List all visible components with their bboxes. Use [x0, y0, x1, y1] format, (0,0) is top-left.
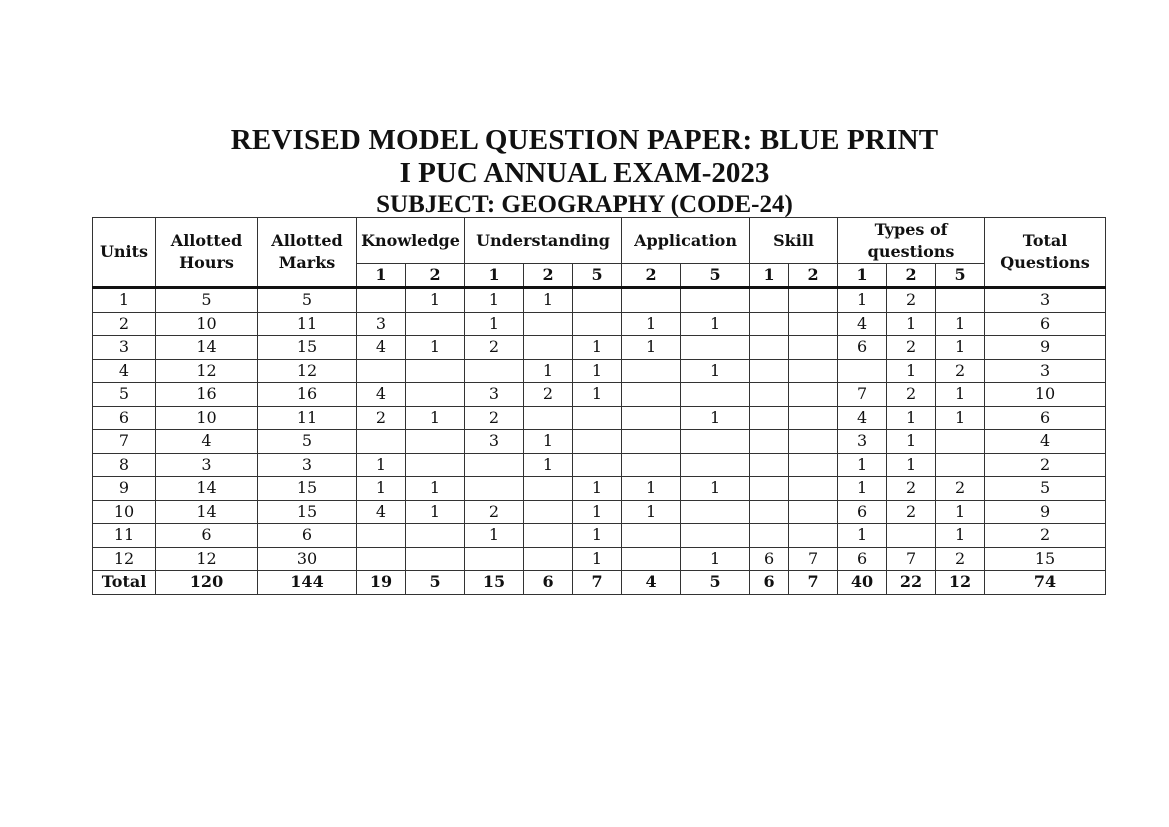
- cell-total-questions: 5: [985, 477, 1106, 501]
- cell-skill-2: [789, 524, 838, 548]
- header-understanding: Understanding: [465, 218, 622, 264]
- cell-total-questions: 2: [985, 453, 1106, 477]
- cell-types-5: [936, 288, 985, 313]
- cell-knowledge-2: [406, 430, 465, 454]
- cell-understanding-2: [524, 500, 573, 524]
- cell-understanding-5: [573, 453, 622, 477]
- cell-understanding-1: 2: [465, 336, 524, 360]
- cell-types-5: 2: [936, 359, 985, 383]
- cell-knowledge-1: 4: [357, 383, 406, 407]
- cell-allotted-hours: 3: [156, 453, 258, 477]
- cell-unit: 2: [93, 312, 156, 336]
- cell-types-2: 1: [887, 430, 936, 454]
- cell-types-1: 1: [838, 453, 887, 477]
- cell-understanding-1: 3: [465, 430, 524, 454]
- cell-types-5: 2: [936, 477, 985, 501]
- cell-application-5: 1: [681, 312, 750, 336]
- cell-allotted-hours: 14: [156, 477, 258, 501]
- cell-knowledge-2: [406, 359, 465, 383]
- cell-knowledge-1: 4: [357, 500, 406, 524]
- total-skill-1: 6: [750, 571, 789, 595]
- subheader-knowledge-2: 2: [406, 264, 465, 288]
- cell-understanding-1: 1: [465, 312, 524, 336]
- cell-knowledge-1: 3: [357, 312, 406, 336]
- table-row: [93, 500, 1106, 524]
- cell-skill-2: [789, 359, 838, 383]
- cell-allotted-hours: 5: [156, 288, 258, 313]
- cell-skill-2: [789, 430, 838, 454]
- cell-knowledge-2: [406, 524, 465, 548]
- cell-application-2: [622, 406, 681, 430]
- cell-knowledge-2: [406, 547, 465, 571]
- total-understanding-5: 7: [573, 571, 622, 595]
- cell-allotted-marks: 30: [258, 547, 357, 571]
- cell-types-1: 6: [838, 500, 887, 524]
- cell-allotted-hours: 10: [156, 406, 258, 430]
- cell-total-questions: 3: [985, 288, 1106, 313]
- cell-knowledge-2: 1: [406, 477, 465, 501]
- table-row: [93, 477, 1106, 501]
- cell-understanding-5: 1: [573, 477, 622, 501]
- cell-types-1: 4: [838, 406, 887, 430]
- cell-skill-1: [750, 406, 789, 430]
- cell-unit: 6: [93, 406, 156, 430]
- total-allotted-marks: 144: [258, 571, 357, 595]
- cell-knowledge-1: 4: [357, 336, 406, 360]
- cell-types-1: 1: [838, 477, 887, 501]
- cell-understanding-1: 1: [465, 524, 524, 548]
- blueprint-table: [92, 217, 1106, 595]
- total-understanding-2: 6: [524, 571, 573, 595]
- cell-unit: 7: [93, 430, 156, 454]
- document-title: REVISED MODEL QUESTION PAPER: BLUE PRINT: [230, 124, 939, 156]
- cell-skill-1: [750, 383, 789, 407]
- cell-allotted-marks: 15: [258, 500, 357, 524]
- cell-types-2: 7: [887, 547, 936, 571]
- total-allotted-hours: 120: [156, 571, 258, 595]
- table-row: [93, 453, 1106, 477]
- cell-unit: 4: [93, 359, 156, 383]
- cell-allotted-marks: 3: [258, 453, 357, 477]
- header-types-of-questions: Types of questions: [838, 218, 985, 264]
- cell-application-5: 1: [681, 547, 750, 571]
- cell-unit: 11: [93, 524, 156, 548]
- cell-skill-1: [750, 453, 789, 477]
- cell-knowledge-1: 1: [357, 453, 406, 477]
- header-knowledge: Knowledge: [357, 218, 465, 264]
- header-allotted-marks: Allotted Marks: [258, 218, 357, 288]
- cell-application-5: 1: [681, 359, 750, 383]
- cell-understanding-5: 1: [573, 336, 622, 360]
- cell-allotted-hours: 16: [156, 383, 258, 407]
- cell-total-questions: 6: [985, 406, 1106, 430]
- cell-application-5: [681, 430, 750, 454]
- cell-understanding-1: 2: [465, 500, 524, 524]
- cell-understanding-1: [465, 359, 524, 383]
- cell-application-5: [681, 524, 750, 548]
- cell-types-1: 6: [838, 547, 887, 571]
- total-types-1: 40: [838, 571, 887, 595]
- cell-understanding-5: [573, 288, 622, 313]
- cell-application-5: 1: [681, 406, 750, 430]
- cell-understanding-1: [465, 477, 524, 501]
- subheader-skill-2: 2: [789, 264, 838, 288]
- cell-skill-2: [789, 288, 838, 313]
- cell-total-questions: 15: [985, 547, 1106, 571]
- cell-skill-1: [750, 500, 789, 524]
- cell-allotted-marks: 6: [258, 524, 357, 548]
- total-skill-2: 7: [789, 571, 838, 595]
- table-row: [93, 383, 1106, 407]
- table-row: [93, 359, 1106, 383]
- cell-skill-1: [750, 524, 789, 548]
- cell-knowledge-1: [357, 524, 406, 548]
- total-types-2: 22: [887, 571, 936, 595]
- cell-understanding-2: 1: [524, 453, 573, 477]
- cell-application-2: 1: [622, 336, 681, 360]
- cell-allotted-marks: 16: [258, 383, 357, 407]
- cell-application-5: 1: [681, 477, 750, 501]
- cell-understanding-1: 2: [465, 406, 524, 430]
- cell-understanding-1: [465, 453, 524, 477]
- total-types-5: 12: [936, 571, 985, 595]
- table-row: [93, 406, 1106, 430]
- cell-types-2: 1: [887, 312, 936, 336]
- cell-types-2: 1: [887, 359, 936, 383]
- cell-understanding-1: 1: [465, 288, 524, 313]
- cell-unit: 5: [93, 383, 156, 407]
- total-total-questions: 74: [985, 571, 1106, 595]
- header-skill: Skill: [750, 218, 838, 264]
- cell-skill-1: [750, 477, 789, 501]
- cell-types-1: 4: [838, 312, 887, 336]
- cell-types-5: [936, 430, 985, 454]
- cell-allotted-hours: 12: [156, 547, 258, 571]
- cell-types-5: [936, 453, 985, 477]
- cell-allotted-marks: 11: [258, 312, 357, 336]
- cell-allotted-marks: 15: [258, 336, 357, 360]
- total-knowledge-1: 19: [357, 571, 406, 595]
- cell-understanding-2: 1: [524, 430, 573, 454]
- cell-understanding-2: [524, 524, 573, 548]
- table-body: [93, 288, 1106, 595]
- cell-understanding-5: [573, 430, 622, 454]
- cell-types-1: 1: [838, 288, 887, 313]
- cell-types-5: 1: [936, 383, 985, 407]
- cell-skill-2: [789, 312, 838, 336]
- cell-allotted-hours: 14: [156, 500, 258, 524]
- cell-total-questions: 4: [985, 430, 1106, 454]
- cell-types-5: 1: [936, 406, 985, 430]
- cell-skill-2: [789, 406, 838, 430]
- cell-skill-2: [789, 500, 838, 524]
- cell-knowledge-1: [357, 547, 406, 571]
- cell-knowledge-2: 1: [406, 406, 465, 430]
- subheader-understanding-5: 5: [573, 264, 622, 288]
- cell-application-5: [681, 453, 750, 477]
- cell-understanding-5: 1: [573, 359, 622, 383]
- cell-understanding-2: [524, 477, 573, 501]
- subheader-types-2: 2: [887, 264, 936, 288]
- cell-types-5: 1: [936, 524, 985, 548]
- cell-unit: 1: [93, 288, 156, 313]
- cell-total-questions: 10: [985, 383, 1106, 407]
- cell-understanding-2: 1: [524, 359, 573, 383]
- cell-understanding-2: [524, 406, 573, 430]
- cell-understanding-5: 1: [573, 547, 622, 571]
- cell-application-5: [681, 500, 750, 524]
- cell-application-2: [622, 524, 681, 548]
- cell-understanding-1: [465, 547, 524, 571]
- cell-skill-2: [789, 453, 838, 477]
- subheader-skill-1: 1: [750, 264, 789, 288]
- cell-knowledge-2: 1: [406, 500, 465, 524]
- header-total-questions: Total Questions: [985, 218, 1106, 288]
- document-title-block: [0, 124, 1169, 219]
- cell-application-5: [681, 336, 750, 360]
- cell-allotted-marks: 12: [258, 359, 357, 383]
- cell-understanding-2: [524, 312, 573, 336]
- cell-understanding-2: 2: [524, 383, 573, 407]
- cell-understanding-5: [573, 406, 622, 430]
- cell-understanding-2: 1: [524, 288, 573, 313]
- cell-total-questions: 2: [985, 524, 1106, 548]
- cell-understanding-1: 3: [465, 383, 524, 407]
- cell-total-questions: 6: [985, 312, 1106, 336]
- table-row: [93, 430, 1106, 454]
- table-row: [93, 524, 1106, 548]
- cell-total-questions: 9: [985, 336, 1106, 360]
- cell-allotted-hours: 4: [156, 430, 258, 454]
- cell-types-1: 1: [838, 524, 887, 548]
- cell-knowledge-2: [406, 383, 465, 407]
- subheader-types-5: 5: [936, 264, 985, 288]
- cell-types-1: 7: [838, 383, 887, 407]
- cell-application-5: [681, 288, 750, 313]
- cell-total-questions: 9: [985, 500, 1106, 524]
- cell-knowledge-1: 2: [357, 406, 406, 430]
- cell-types-2: 2: [887, 500, 936, 524]
- cell-types-2: 2: [887, 336, 936, 360]
- cell-unit: 8: [93, 453, 156, 477]
- cell-skill-2: [789, 336, 838, 360]
- cell-skill-2: [789, 383, 838, 407]
- cell-skill-1: 6: [750, 547, 789, 571]
- cell-understanding-5: 1: [573, 524, 622, 548]
- cell-types-2: 2: [887, 288, 936, 313]
- cell-application-2: [622, 383, 681, 407]
- cell-types-2: 1: [887, 406, 936, 430]
- cell-knowledge-1: [357, 430, 406, 454]
- header-application: Application: [622, 218, 750, 264]
- header-allotted-hours: Allotted Hours: [156, 218, 258, 288]
- cell-types-5: 1: [936, 500, 985, 524]
- cell-skill-2: [789, 477, 838, 501]
- total-unit: Total: [93, 571, 156, 595]
- cell-understanding-5: 1: [573, 500, 622, 524]
- table-row: [93, 312, 1106, 336]
- total-application-5: 5: [681, 571, 750, 595]
- cell-types-1: 3: [838, 430, 887, 454]
- cell-understanding-5: [573, 312, 622, 336]
- cell-application-2: [622, 453, 681, 477]
- total-row: [93, 571, 1106, 595]
- cell-skill-1: [750, 336, 789, 360]
- subheader-application-5: 5: [681, 264, 750, 288]
- cell-skill-1: [750, 288, 789, 313]
- cell-types-2: 1: [887, 453, 936, 477]
- cell-unit: 3: [93, 336, 156, 360]
- subheader-understanding-2: 2: [524, 264, 573, 288]
- cell-understanding-2: [524, 336, 573, 360]
- cell-knowledge-2: [406, 312, 465, 336]
- cell-allotted-hours: 6: [156, 524, 258, 548]
- cell-knowledge-2: 1: [406, 288, 465, 313]
- cell-allotted-marks: 5: [258, 288, 357, 313]
- cell-application-2: [622, 430, 681, 454]
- cell-application-2: 1: [622, 477, 681, 501]
- total-application-2: 4: [622, 571, 681, 595]
- table-row: [93, 288, 1106, 313]
- cell-total-questions: 3: [985, 359, 1106, 383]
- total-knowledge-2: 5: [406, 571, 465, 595]
- cell-knowledge-2: [406, 453, 465, 477]
- cell-types-1: 6: [838, 336, 887, 360]
- cell-knowledge-2: 1: [406, 336, 465, 360]
- cell-unit: 10: [93, 500, 156, 524]
- cell-unit: 9: [93, 477, 156, 501]
- cell-skill-1: [750, 359, 789, 383]
- cell-allotted-hours: 14: [156, 336, 258, 360]
- cell-allotted-marks: 15: [258, 477, 357, 501]
- cell-types-2: [887, 524, 936, 548]
- cell-understanding-5: 1: [573, 383, 622, 407]
- cell-allotted-marks: 11: [258, 406, 357, 430]
- cell-application-2: 1: [622, 500, 681, 524]
- cell-application-2: [622, 547, 681, 571]
- cell-allotted-marks: 5: [258, 430, 357, 454]
- subheader-knowledge-1: 1: [357, 264, 406, 288]
- cell-types-2: 2: [887, 383, 936, 407]
- cell-types-1: [838, 359, 887, 383]
- subheader-application-2: 2: [622, 264, 681, 288]
- total-understanding-1: 15: [465, 571, 524, 595]
- subject-line: SUBJECT: GEOGRAPHY (CODE-24): [376, 191, 793, 218]
- cell-skill-1: [750, 312, 789, 336]
- cell-skill-1: [750, 430, 789, 454]
- table-row: [93, 547, 1106, 571]
- cell-application-5: [681, 383, 750, 407]
- cell-allotted-hours: 12: [156, 359, 258, 383]
- exam-name: I PUC ANNUAL EXAM-2023: [399, 157, 770, 189]
- table-row: [93, 336, 1106, 360]
- subheader-types-1: 1: [838, 264, 887, 288]
- cell-skill-2: 7: [789, 547, 838, 571]
- cell-knowledge-1: 1: [357, 477, 406, 501]
- cell-knowledge-1: [357, 359, 406, 383]
- cell-knowledge-1: [357, 288, 406, 313]
- cell-application-2: [622, 359, 681, 383]
- cell-types-5: 1: [936, 312, 985, 336]
- subheader-understanding-1: 1: [465, 264, 524, 288]
- cell-unit: 12: [93, 547, 156, 571]
- cell-types-2: 2: [887, 477, 936, 501]
- header-units: Units: [93, 218, 156, 288]
- cell-application-2: 1: [622, 312, 681, 336]
- cell-understanding-2: [524, 547, 573, 571]
- cell-allotted-hours: 10: [156, 312, 258, 336]
- cell-application-2: [622, 288, 681, 313]
- cell-types-5: 1: [936, 336, 985, 360]
- cell-types-5: 2: [936, 547, 985, 571]
